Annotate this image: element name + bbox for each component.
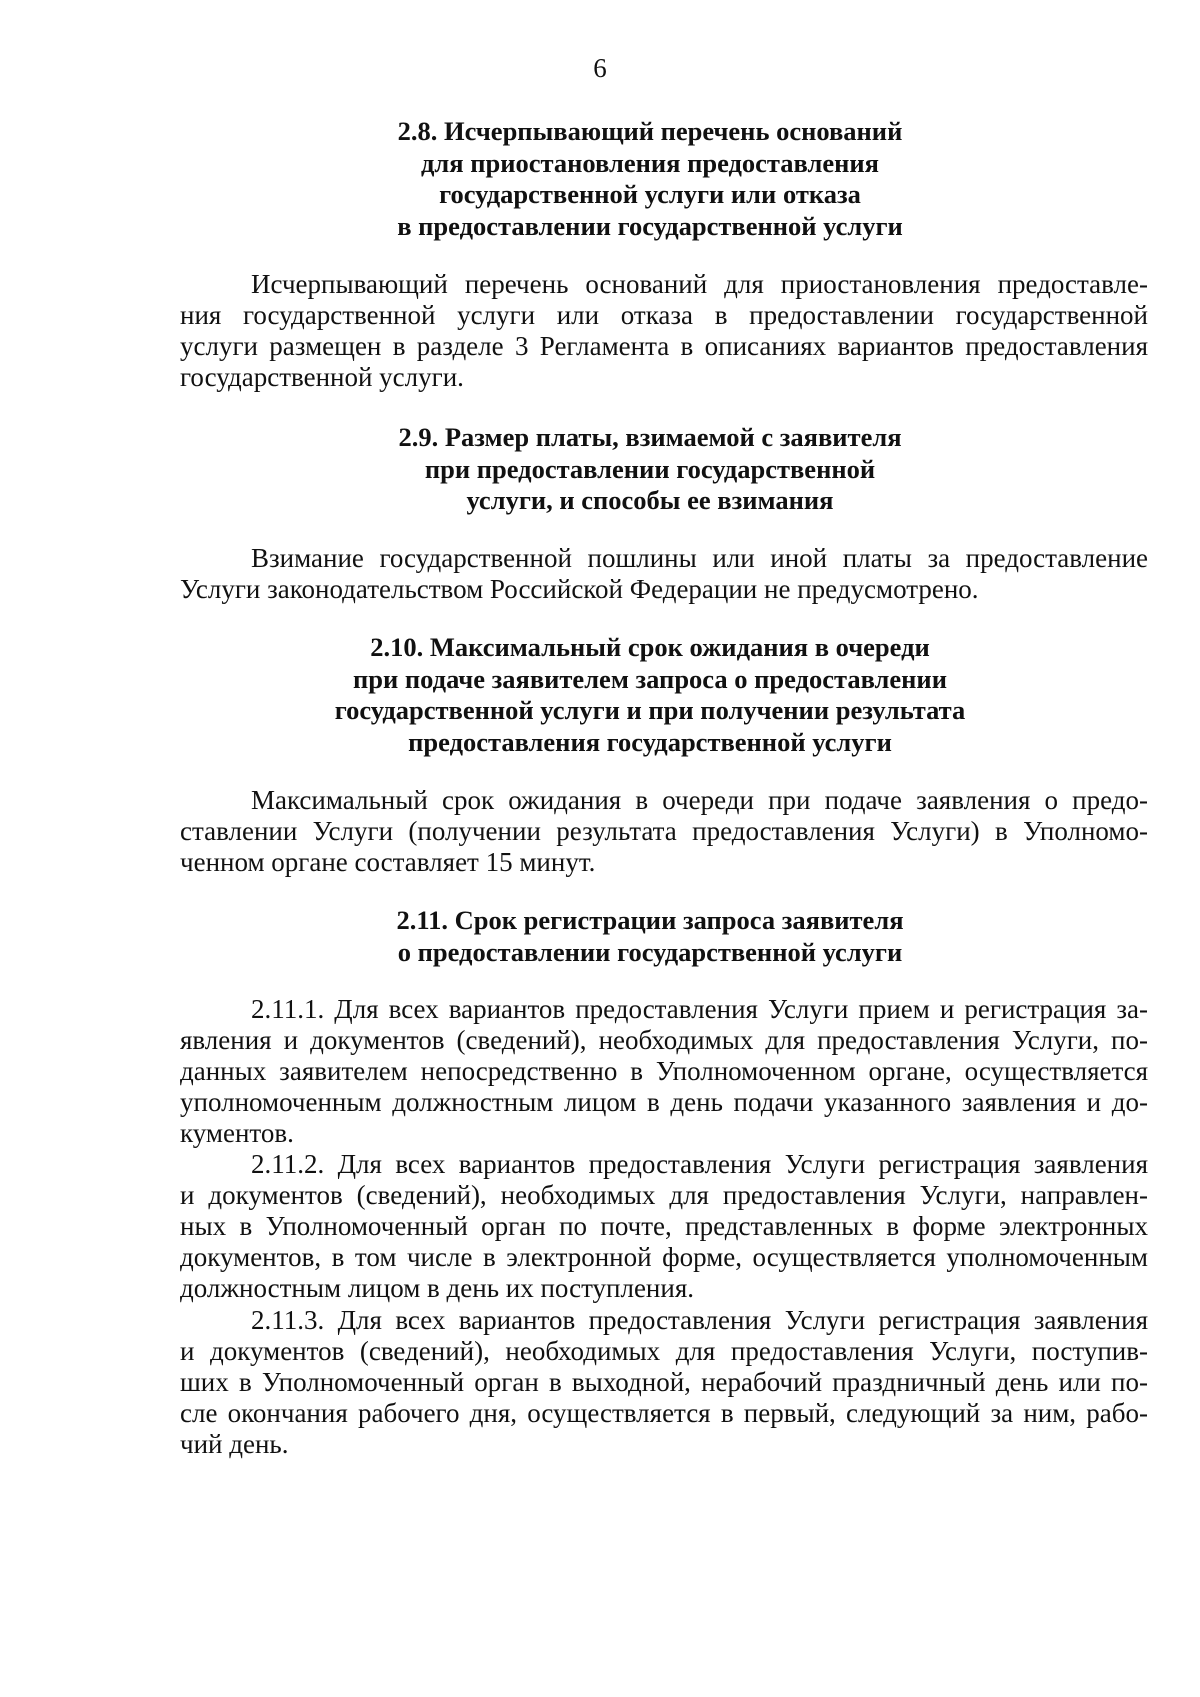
heading-line: для приостановления предоставления — [421, 147, 879, 178]
paragraph-line: явления и документов (сведений), необходимых для предоставления Услуги, по- — [180, 1025, 1148, 1055]
heading-line: услуги, и способы ее взимания — [466, 485, 834, 515]
paragraph-line: ших в Уполномоченный орган в выходной, нерабочий праздничный день или по- — [180, 1367, 1148, 1397]
paragraph-line: 2.11.2. Для всех вариантов предоставления Услуги регистрация заявления — [251, 1149, 1148, 1179]
paragraph-line: и документов (сведений), необходимых для предоставления Услуги, направлен- — [180, 1180, 1148, 1210]
paragraph-line: сле окончания рабочего дня, осуществляется в первый, следующий за ним, рабо- — [180, 1398, 1148, 1428]
paragraph-line: чий день. — [180, 1429, 289, 1459]
heading-line: 2.8. Исчерпывающий перечень оснований — [397, 116, 903, 146]
heading-line: при предоставлении государственной — [424, 453, 876, 484]
section-2-11-heading — [300, 905, 1000, 968]
section-2-11-3-paragraph — [180, 1305, 1148, 1460]
heading-line: о предоставлении государственной услуги — [397, 936, 903, 967]
page-number: 6 — [593, 53, 607, 83]
heading-line: 2.9. Размер платы, взимаемой с заявителя — [398, 422, 902, 452]
paragraph-line: должностным лицом в день их поступления. — [180, 1273, 694, 1303]
heading-line: 2.11. Срок регистрации запроса заявителя — [396, 905, 904, 935]
section-2-9-paragraph — [180, 543, 1148, 605]
paragraph-line: кументов. — [180, 1118, 294, 1148]
paragraph-line: государственной услуги. — [180, 362, 464, 392]
paragraph-line: Услуги законодательством Российской Федерации не предусмотрено. — [180, 574, 979, 604]
paragraph-line: 2.11.3. Для всех вариантов предоставления Услуги регистрация заявления — [251, 1305, 1148, 1335]
paragraph-line: Максимальный срок ожидания в очереди при подаче заявления о предо- — [251, 785, 1148, 815]
paragraph-line: 2.11.1. Для всех вариантов предоставления Услуги прием и регистрация за- — [251, 994, 1148, 1024]
paragraph-line: ных в Уполномоченный орган по почте, представленных в форме электронных — [180, 1211, 1148, 1241]
heading-line: 2.10. Максимальный срок ожидания в очереди — [370, 632, 930, 662]
section-2-10-paragraph — [180, 785, 1148, 878]
heading-line: государственной услуги или отказа — [439, 179, 861, 209]
paragraph-line: и документов (сведений), необходимых для предоставления Услуги, поступив- — [180, 1336, 1148, 1366]
paragraph-line: Взимание государственной пошлины или иной платы за предоставление — [251, 543, 1148, 573]
section-2-9-heading — [300, 422, 1000, 517]
heading-line: предоставления государственной услуги — [408, 726, 892, 757]
heading-line: при подаче заявителем запроса о предоставлении — [353, 663, 947, 694]
section-2-8-heading — [300, 116, 1000, 242]
paragraph-line: уполномоченным должностным лицом в день подачи указанного заявления и до- — [180, 1087, 1148, 1117]
paragraph-line: ченном органе составляет 15 минут. — [180, 847, 596, 877]
section-2-11-1-paragraph — [180, 994, 1148, 1149]
section-2-10-heading — [300, 632, 1000, 758]
paragraph-line: Исчерпывающий перечень оснований для приостановления предоставле- — [251, 269, 1148, 299]
section-2-8-paragraph — [180, 269, 1148, 393]
paragraph-line: документов, в том числе в электронной форме, осуществляется уполномоченным — [180, 1242, 1148, 1272]
paragraph-line: услуги размещен в разделе 3 Регламента в описаниях вариантов предоставления — [180, 331, 1148, 361]
paragraph-line: данных заявителем непосредственно в Уполномоченном органе, осуществляется — [180, 1056, 1148, 1086]
paragraph-line: ставлении Услуги (получении результата предоставления Услуги) в Уполномо- — [180, 816, 1148, 846]
heading-line: в предоставлении государственной услуги — [397, 210, 903, 241]
paragraph-line: ния государственной услуги или отказа в предоставлении государственной — [180, 300, 1148, 330]
section-2-11-2-paragraph — [180, 1149, 1148, 1304]
heading-line: государственной услуги и при получении результата — [334, 695, 966, 725]
